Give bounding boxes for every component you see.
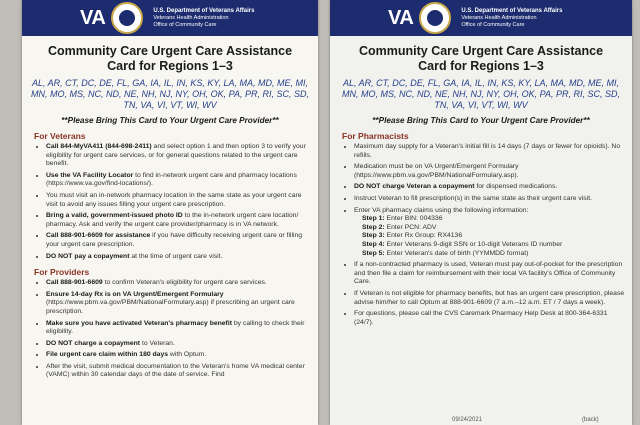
va-seal-icon <box>419 2 451 34</box>
step: Step 5: Enter Veteran's date of birth (YYMMDD format) <box>362 249 529 257</box>
list-item: • Ensure 14-day Rx is on VA Urgent/Emergent Formulary (https://www.pbm.va.gov/PBM/NationalFormulary.asp) if prescribing an urgent care prescription. <box>46 291 312 317</box>
list-item: • After the visit, submit medical documentation to the Veteran's home VA medical center (VAMC) within 30 calendar days of the date of service. Find <box>46 363 312 380</box>
header-band <box>330 0 632 36</box>
header-band <box>22 0 318 36</box>
step: Step 4: Enter Veterans 9-digit SSN or 10-digit Veterans ID number <box>362 240 563 248</box>
list-item: • Call 888-901-6609 for assistance if you have difficulty receiving urgent care or filling your urgent care prescription. <box>46 232 312 249</box>
list-item: • Call 844-MyVA411 (844-698-2411) and select option 1 and then option 3 to verify your eligibility for urgent care services, or for general questions related to the urgent care benefit. <box>46 143 312 169</box>
regions-states: AL, AR, CT, DC, DE, FL, GA, IA, IL, IN, KS, KY, LA, MA, MD, ME, MI, MN, MO, MS, NC, ND, NE, NH, NJ, NY, OH, OK, PA, PR, RI, SC, SD, TN, VA, VI, VT, WI, WV <box>30 78 310 110</box>
footer-date: 09/24/2021 <box>452 417 483 423</box>
list-item: • Use the VA Facility Locator to find in-network urgent care and pharmacy locations (https://www.va.gov/find-locations/). <box>46 172 312 189</box>
bring-card-notice: **Please Bring This Card to Your Urgent Care Provider** <box>61 116 279 125</box>
department-text: U.S. Department of Veterans Affairs Veterans Health Administration Office of Community Care <box>153 7 255 28</box>
list-item: • If Veteran is not eligible for pharmacy benefits, but has an urgent care prescription, please advise him/her to call Optum at 888-901-6609 (7 a.m.–12 a.m. ET / 7 days a week). <box>354 290 626 307</box>
va-logo: VA <box>388 6 414 29</box>
list-item: • File urgent care claim within 180 days with Optum. <box>46 351 312 360</box>
list-item: • DO NOT charge Veteran a copayment for dispensed medications. <box>354 183 626 192</box>
list-item: • Instruct Veteran to fill prescription(s) in the same state as their urgent care visit. <box>354 195 626 204</box>
list-item: • DO NOT charge a copayment to Veteran. <box>46 340 312 349</box>
department-text: U.S. Department of Veterans Affairs Veterans Health Administration Office of Community Care <box>461 7 563 28</box>
va-seal-icon <box>111 2 143 34</box>
card-pharmacists <box>330 0 632 425</box>
list-item: • Bring a valid, government-issued photo ID to the in-network urgent care location/ pharmacy. Ask and verify the urgent care provider/pharmacy is in VA network. <box>46 212 312 229</box>
step: Step 1: Enter BIN: 004336 <box>362 215 443 223</box>
card-title: Community Care Urgent Care Assistance Card for Regions 1–3 <box>47 44 293 73</box>
bring-card-notice: **Please Bring This Card to Your Urgent Care Provider** <box>372 116 590 125</box>
list-item: • DO NOT pay a copayment at the time of urgent care visit. <box>46 253 312 262</box>
card-veterans-providers <box>22 0 318 425</box>
regions-states: AL, AR, CT, DC, DE, FL, GA, IA, IL, IN, KS, KY, LA, MA, MD, ME, MI, MN, MO, MS, NC, ND, NE, NH, NJ, NY, OH, OK, PA, PR, RI, SC, SD, TN, VA, VI, VT, WI, WV <box>341 78 621 110</box>
list-item: • If a non-contracted pharmacy is used, Veteran must pay out-of-pocket for the prescription and then file a claim for reimbursement with their local VA facility's Office of Community Care. <box>354 261 626 287</box>
pharmacists-heading: For Pharmacists <box>342 131 409 141</box>
providers-heading: For Providers <box>34 267 90 278</box>
list-item: • Call 888-901-6609 to confirm Veteran's eligibility for urgent care services. <box>46 279 312 288</box>
step: Step 3: Enter Rx Group: RX4136 <box>362 232 463 240</box>
list-item: • Medication must be on VA Urgent/Emergent Formulary (https://www.pbm.va.gov/PBM/NationalFormulary.asp). <box>354 163 626 180</box>
list-item: • For questions, please call the CVS Caremark Pharmacy Help Desk at 800-364-6331 (24/7). <box>354 310 626 327</box>
providers-list <box>22 279 318 380</box>
claim-steps <box>354 215 626 258</box>
pharmacists-list <box>330 143 632 327</box>
list-item: • Enter VA pharmacy claims using the following information: Step 1: Enter BIN: 004336 Step 2: Enter PCN: ADV Step 3: Enter Rx Group: RX4136 Step 4: Enter Veterans 9-digit SSN or 10-digit Veterans ID number Step 5: Enter Veteran's date of birth (YYMMDD format) <box>354 207 626 259</box>
veterans-list <box>22 143 318 261</box>
step: Step 2: Enter PCN: ADV <box>362 223 437 231</box>
card-title: Community Care Urgent Care Assistance Card for Regions 1–3 <box>358 44 604 73</box>
va-logo: VA <box>80 6 106 29</box>
list-item: • You must visit an in-network pharmacy location in the same state as your urgent care visit to avoid any issues filling your urgent care prescription. <box>46 192 312 209</box>
list-item: • Maximum day supply for a Veteran's initial fill is 14 days (7 days or fewer for opioids). No refills. <box>354 143 626 160</box>
footer-back: (back) <box>582 417 599 423</box>
list-item: • Make sure you have activated Veteran's pharmacy benefit by calling to check their eligibility. <box>46 320 312 337</box>
veterans-heading: For Veterans <box>34 131 86 141</box>
